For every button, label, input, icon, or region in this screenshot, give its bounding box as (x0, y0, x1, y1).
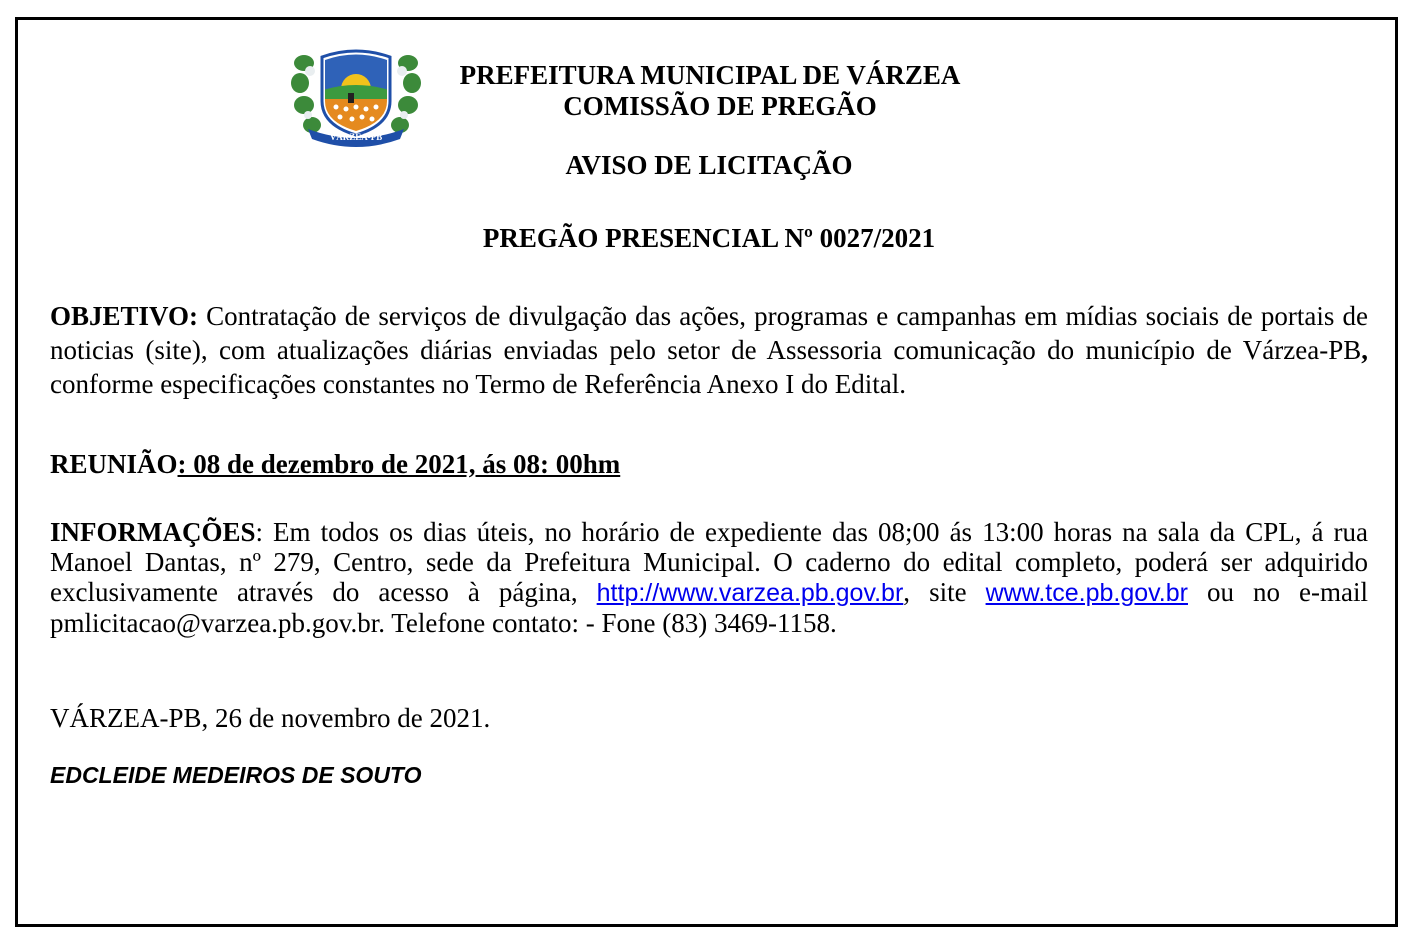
meeting-paragraph (50, 447, 1368, 481)
meeting-datetime: : 08 de dezembro de 2021, ás 08: 00hm (177, 449, 621, 479)
header-commission: COMISSÃO DE PREGÃO (563, 91, 877, 121)
objective-paragraph (50, 299, 1368, 401)
crest-ribbon-text: VÁRZEA-PB (329, 132, 383, 142)
place-and-date: VÁRZEA-PB, 26 de novembro de 2021. (50, 703, 491, 733)
meeting-label: REUNIÃO (50, 449, 178, 479)
information-text: : Em todos os dias úteis, no horário de expediente das 08;00 ás 13:00 horas na sala da CPL, á rua Manoel Dantas, nº 279, Centro, sede da Prefeitura Municipal. O caderno do edital completo, poderá ser adquirido exclusivamente através do acesso à página, (50, 517, 1368, 607)
objective-comma: , (1361, 335, 1368, 365)
objective-label: OBJETIVO: (50, 301, 198, 331)
document-header (420, 60, 1000, 122)
notice-title: AVISO DE LICITAÇÃO (565, 150, 853, 180)
objective-text: Contratação de serviços de divulgação das ações, programas e campanhas em mídias sociais de portais de noticias (site), com atualizações diárias enviadas pelo setor de Assessoria comunicação do município de Várzea-PB (50, 301, 1368, 365)
signer-name: EDCLEIDE MEDEIROS DE SOUTO (50, 762, 422, 788)
information-label: INFORMAÇÕES (50, 517, 256, 547)
municipal-crest-logo (290, 43, 422, 147)
information-text-end: ou no e-mail pmlicitacao@varzea.pb.gov.br. Telefone contato: - Fone (83) 3469-1158. (50, 577, 1368, 638)
process-number: PREGÃO PRESENCIAL Nº 0027/2021 (482, 223, 936, 253)
varzea-site-link[interactable]: http://www.varzea.pb.gov.br (596, 579, 904, 607)
objective-text-end: conforme especificações constantes no Termo de Referência Anexo I do Edital. (50, 369, 907, 399)
header-municipality: PREFEITURA MUNICIPAL DE VÁRZEA (459, 60, 961, 90)
information-paragraph (50, 517, 1368, 638)
tce-site-link[interactable]: www.tce.pb.gov.br (985, 579, 1188, 607)
information-text-mid: , site (903, 577, 986, 607)
